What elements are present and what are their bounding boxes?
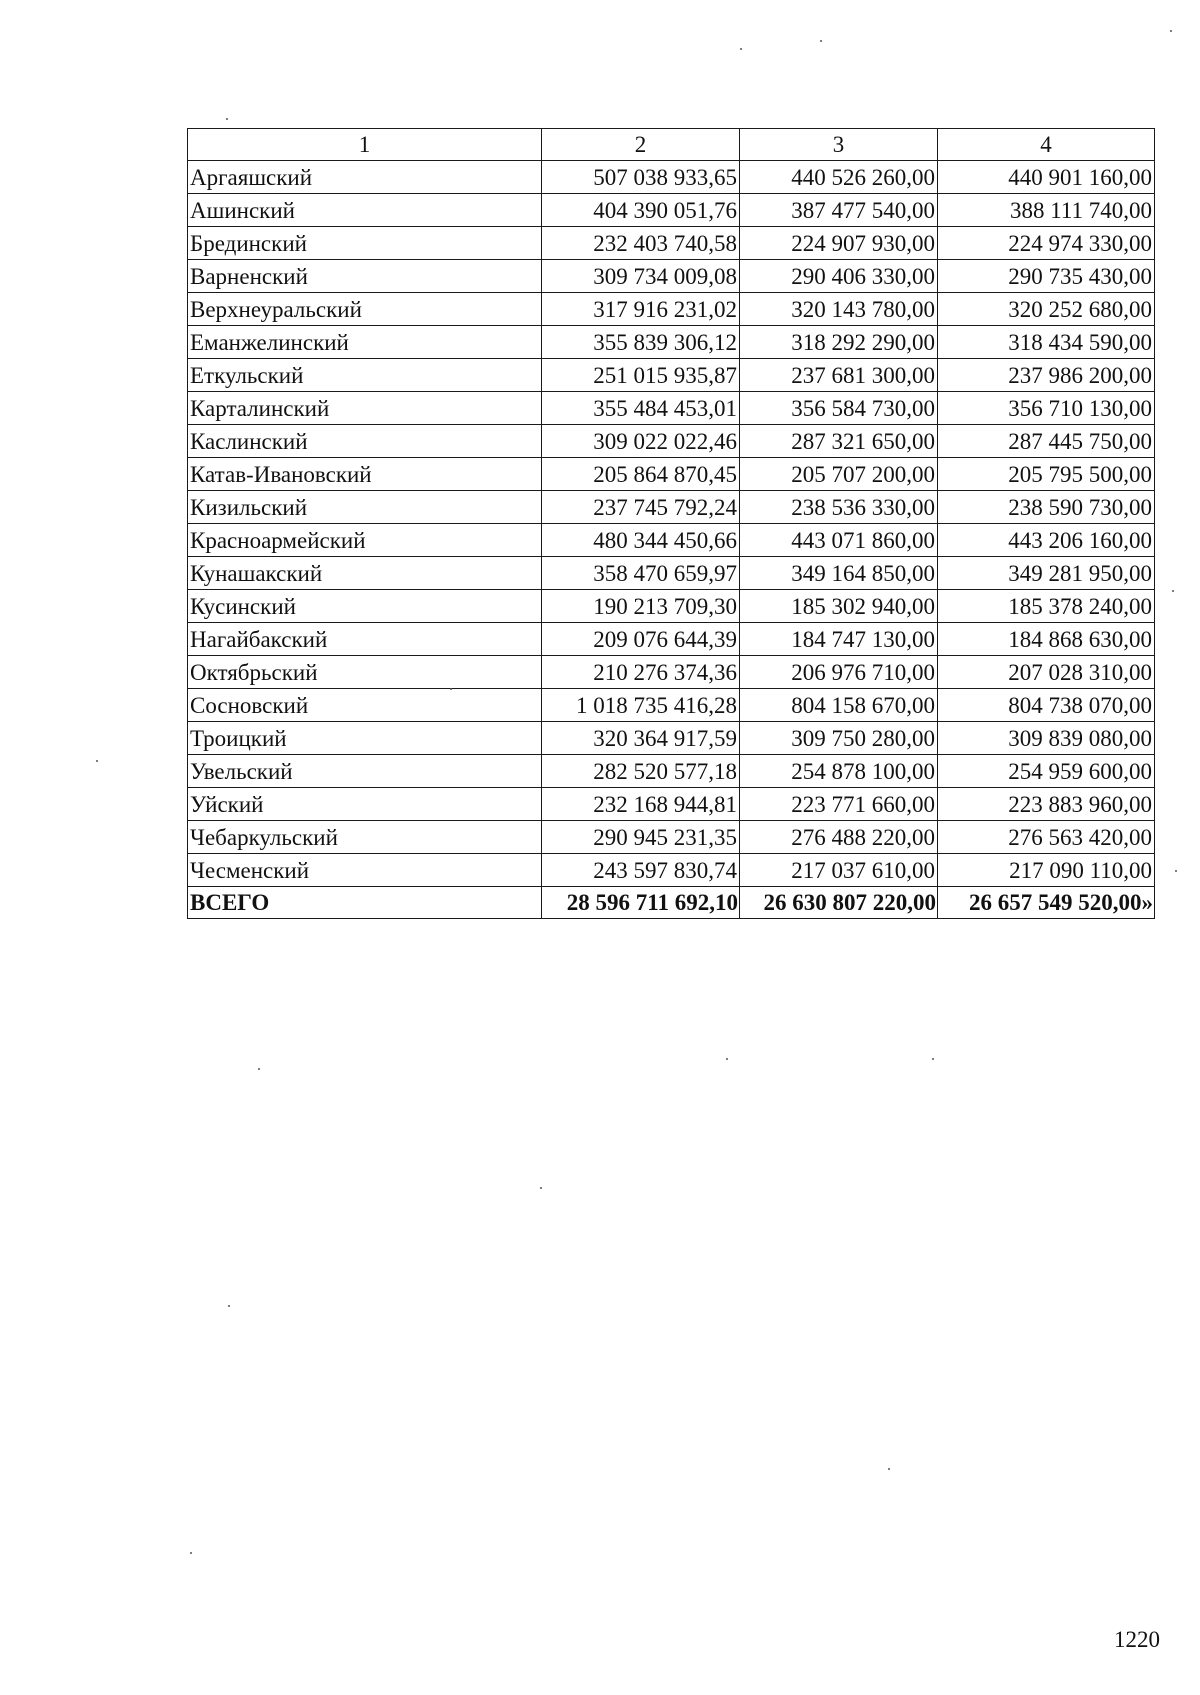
column-2-cell: 243 597 830,74 [542,854,740,887]
column-2-cell: 210 276 374,36 [542,656,740,689]
column-header-1: 1 [188,129,542,161]
column-4-cell: 184 868 630,00 [938,623,1155,656]
column-2-cell: 205 864 870,45 [542,458,740,491]
column-2-cell: 404 390 051,76 [542,194,740,227]
total-column-3: 26 630 807 220,00 [740,887,938,919]
budget-table [187,128,1155,919]
table-row [188,326,1155,359]
column-3-cell: 287 321 650,00 [740,425,938,458]
column-3-cell: 440 526 260,00 [740,161,938,194]
total-label: ВСЕГО [188,887,542,919]
column-4-cell: 237 986 200,00 [938,359,1155,392]
district-name-cell: Еманжелинский [188,326,542,359]
scan-speck [740,48,742,50]
scan-speck [1170,30,1172,32]
column-4-cell: 318 434 590,00 [938,326,1155,359]
column-2-cell: 290 945 231,35 [542,821,740,854]
table-row [188,524,1155,557]
column-4-cell: 254 959 600,00 [938,755,1155,788]
column-2-cell: 190 213 709,30 [542,590,740,623]
scan-speck [96,760,98,762]
column-4-cell: 276 563 420,00 [938,821,1155,854]
column-4-cell: 223 883 960,00 [938,788,1155,821]
district-name-cell: Каслинский [188,425,542,458]
district-name-cell: Кизильский [188,491,542,524]
total-column-4: 26 657 549 520,00» [938,887,1155,919]
column-4-cell: 804 738 070,00 [938,689,1155,722]
column-2-cell: 355 839 306,12 [542,326,740,359]
column-2-cell: 232 168 944,81 [542,788,740,821]
column-3-cell: 318 292 290,00 [740,326,938,359]
table-row [188,722,1155,755]
district-name-cell: Ашинский [188,194,542,227]
table-row [188,194,1155,227]
column-4-cell: 224 974 330,00 [938,227,1155,260]
column-3-cell: 349 164 850,00 [740,557,938,590]
table-row [188,788,1155,821]
column-2-cell: 251 015 935,87 [542,359,740,392]
table-row [188,260,1155,293]
district-name-cell: Кунашакский [188,557,542,590]
district-name-cell: Красноармейский [188,524,542,557]
table-row [188,755,1155,788]
column-2-cell: 282 520 577,18 [542,755,740,788]
table-row [188,854,1155,887]
column-3-cell: 217 037 610,00 [740,854,938,887]
column-3-cell: 443 071 860,00 [740,524,938,557]
district-name-cell: Чебаркульский [188,821,542,854]
column-2-cell: 309 734 009,08 [542,260,740,293]
district-name-cell: Троицкий [188,722,542,755]
column-2-cell: 355 484 453,01 [542,392,740,425]
column-3-cell: 387 477 540,00 [740,194,938,227]
district-name-cell: Октябрьский [188,656,542,689]
column-4-cell: 443 206 160,00 [938,524,1155,557]
column-4-cell: 205 795 500,00 [938,458,1155,491]
column-2-cell: 309 022 022,46 [542,425,740,458]
district-name-cell: Варненский [188,260,542,293]
scan-speck [1172,590,1174,592]
column-4-cell: 238 590 730,00 [938,491,1155,524]
district-name-cell: Уйский [188,788,542,821]
column-4-cell: 185 378 240,00 [938,590,1155,623]
district-name-cell: Катав-Ивановский [188,458,542,491]
column-2-cell: 1 018 735 416,28 [542,689,740,722]
table-row [188,590,1155,623]
scan-speck [228,1305,230,1307]
column-2-cell: 232 403 740,58 [542,227,740,260]
column-4-cell: 207 028 310,00 [938,656,1155,689]
scan-speck [888,1468,890,1470]
column-2-cell: 317 916 231,02 [542,293,740,326]
column-2-cell: 507 038 933,65 [542,161,740,194]
table-header-row [188,129,1155,161]
district-name-cell: Сосновский [188,689,542,722]
scan-speck [258,1068,260,1070]
table-row [188,293,1155,326]
column-3-cell: 309 750 280,00 [740,722,938,755]
column-3-cell: 276 488 220,00 [740,821,938,854]
column-4-cell: 309 839 080,00 [938,722,1155,755]
scan-speck [190,1552,192,1554]
scan-speck [726,1058,728,1060]
column-2-cell: 358 470 659,97 [542,557,740,590]
table-row [188,392,1155,425]
column-4-cell: 440 901 160,00 [938,161,1155,194]
column-header-2: 2 [542,129,740,161]
scan-speck [1175,870,1177,872]
column-3-cell: 237 681 300,00 [740,359,938,392]
district-name-cell: Чесменский [188,854,542,887]
column-2-cell: 209 076 644,39 [542,623,740,656]
scan-speck [226,118,228,120]
scan-speck [540,1187,542,1189]
table-row [188,656,1155,689]
district-name-cell: Брединский [188,227,542,260]
column-3-cell: 224 907 930,00 [740,227,938,260]
table-row [188,227,1155,260]
scan-speck [450,688,452,690]
table-row [188,623,1155,656]
district-name-cell: Карталинский [188,392,542,425]
scan-speck [932,1058,934,1060]
column-3-cell: 185 302 940,00 [740,590,938,623]
district-name-cell: Аргаяшский [188,161,542,194]
total-column-2: 28 596 711 692,10 [542,887,740,919]
column-header-4: 4 [938,129,1155,161]
column-4-cell: 349 281 950,00 [938,557,1155,590]
table-body [188,161,1155,919]
district-name-cell: Нагайбакский [188,623,542,656]
table-row [188,425,1155,458]
column-3-cell: 184 747 130,00 [740,623,938,656]
column-4-cell: 217 090 110,00 [938,854,1155,887]
column-3-cell: 205 707 200,00 [740,458,938,491]
total-row [188,887,1155,919]
column-3-cell: 238 536 330,00 [740,491,938,524]
column-4-cell: 356 710 130,00 [938,392,1155,425]
column-2-cell: 320 364 917,59 [542,722,740,755]
column-3-cell: 254 878 100,00 [740,755,938,788]
column-4-cell: 388 111 740,00 [938,194,1155,227]
column-header-3: 3 [740,129,938,161]
table-row [188,458,1155,491]
column-4-cell: 320 252 680,00 [938,293,1155,326]
scan-speck [820,40,822,42]
column-3-cell: 356 584 730,00 [740,392,938,425]
district-name-cell: Кусинский [188,590,542,623]
column-3-cell: 320 143 780,00 [740,293,938,326]
column-2-cell: 480 344 450,66 [542,524,740,557]
table-row [188,359,1155,392]
page-number: 1220 [1114,1627,1160,1652]
column-4-cell: 287 445 750,00 [938,425,1155,458]
table-row [188,491,1155,524]
table-row [188,557,1155,590]
column-3-cell: 223 771 660,00 [740,788,938,821]
table-row [188,161,1155,194]
district-name-cell: Увельский [188,755,542,788]
table-row [188,821,1155,854]
column-2-cell: 237 745 792,24 [542,491,740,524]
district-name-cell: Еткульский [188,359,542,392]
column-3-cell: 206 976 710,00 [740,656,938,689]
column-4-cell: 290 735 430,00 [938,260,1155,293]
column-3-cell: 290 406 330,00 [740,260,938,293]
column-3-cell: 804 158 670,00 [740,689,938,722]
district-name-cell: Верхнеуральский [188,293,542,326]
table-row [188,689,1155,722]
